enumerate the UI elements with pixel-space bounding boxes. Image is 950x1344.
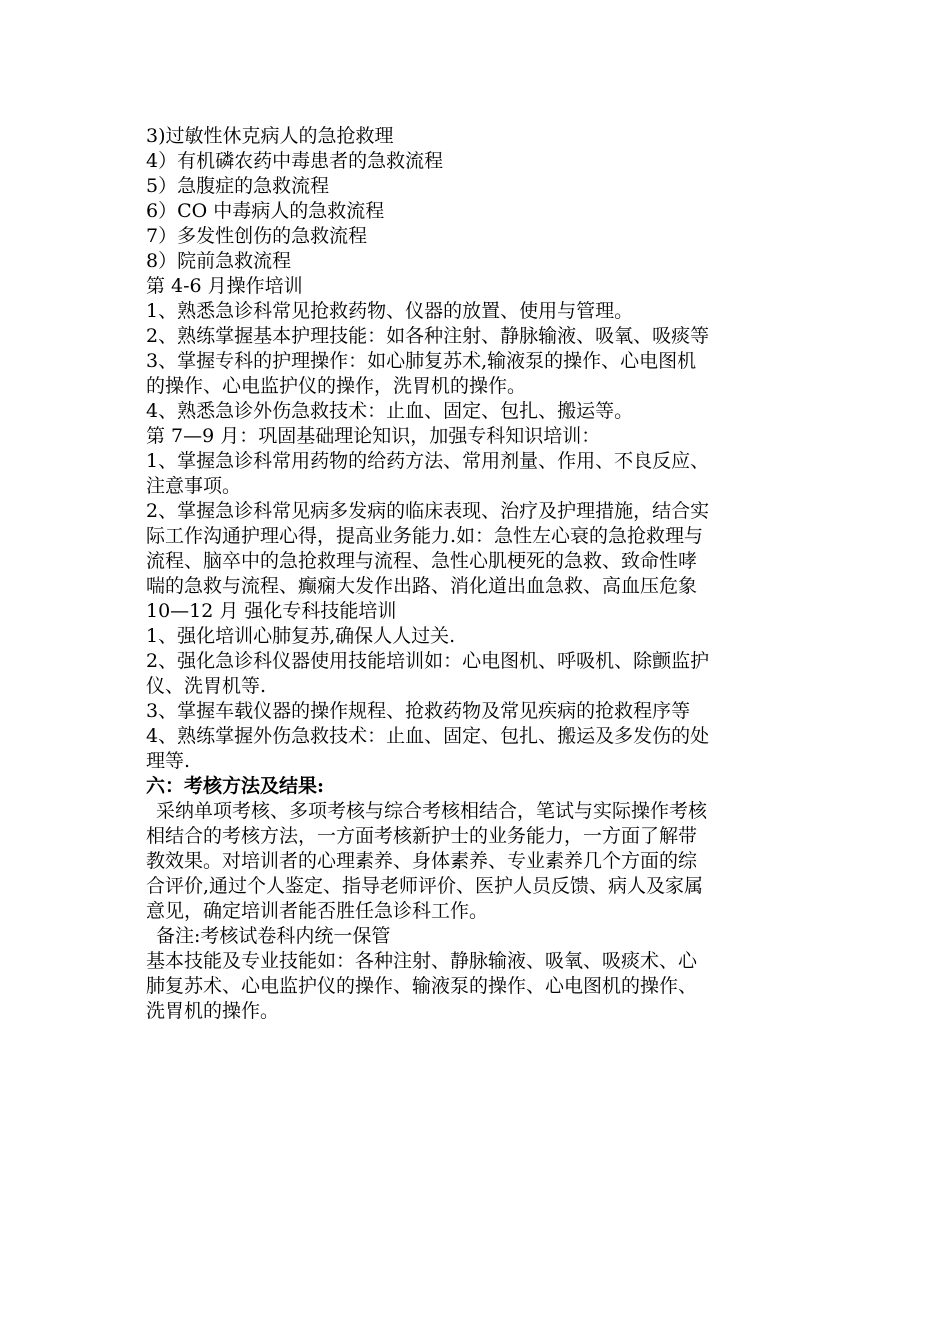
text-line: 5）急腹症的急救流程: [146, 175, 330, 197]
text-line: 流程、脑卒中的急抢救理与流程、急性心肌梗死的急救、致命性哮: [146, 550, 698, 572]
text-line: 际工作沟通护理心得，提高业务能力.如：急性左心衰的急抢救理与: [146, 525, 704, 547]
text-line: 洗胃机的操作。: [146, 1000, 280, 1022]
text-line: 4）有机磷农药中毒患者的急救流程: [146, 150, 444, 172]
text-line: 8）院前急救流程: [146, 250, 292, 272]
text-line: 的操作、心电监护仪的操作，洗胃机的操作。: [146, 375, 527, 397]
text-line: 3、掌握专科的护理操作：如心肺复苏术,输液泵的操作、心电图机: [146, 350, 697, 372]
text-line: 2、熟练掌握基本护理技能：如各种注射、静脉输液、吸氧、吸痰等: [146, 325, 710, 347]
text-line: 教效果。对培训者的心理素养、身体素养、专业素养几个方面的综: [146, 850, 698, 872]
section-title: 10—12 月 强化专科技能培训: [146, 600, 397, 622]
text-line: 3)过敏性休克病人的急抢救理: [146, 125, 394, 147]
text-line: 4、熟练掌握外伤急救技术：止血、固定、包扎、搬运及多发伤的处: [146, 725, 710, 747]
text-line: 意见，确定培训者能否胜任急诊科工作。: [146, 900, 489, 922]
text-line: 4、熟悉急诊外伤急救技术：止血、固定、包扎、搬运等。: [146, 400, 634, 422]
text-line: 备注:考核试卷科内统一保管: [156, 925, 391, 947]
text-line: 基本技能及专业技能如：各种注射、静脉输液、吸氧、吸痰术、心: [146, 950, 698, 972]
document-body: [146, 124, 816, 1024]
text-line: 注意事项。: [146, 475, 242, 497]
text-line: 7）多发性创伤的急救流程: [146, 225, 368, 247]
text-line: 理等.: [146, 750, 191, 772]
section-heading: 六：考核方法及结果:: [146, 775, 325, 797]
text-line: 相结合的考核方法，一方面考核新护士的业务能力，一方面了解带: [146, 825, 698, 847]
text-line: 1、熟悉急诊科常见抢救药物、仪器的放置、使用与管理。: [146, 300, 634, 322]
text-line: 1、掌握急诊科常用药物的给药方法、常用剂量、作用、不良反应、: [146, 450, 710, 472]
text-line: 肺复苏术、心电监护仪的操作、输液泵的操作、心电图机的操作、: [146, 975, 698, 997]
section-title: 第 7—9 月：巩固基础理论知识，加强专科知识培训：: [146, 425, 601, 447]
text-line: 合评价,通过个人鉴定、指导老师评价、医护人员反馈、病人及家属: [146, 875, 704, 897]
text-line: 1、强化培训心肺复苏,确保人人过关.: [146, 625, 456, 647]
text-line: 喘的急救与流程、癫痫大发作出路、消化道出血急救、高血压危象: [146, 575, 698, 597]
text-line: 2、掌握急诊科常见病多发病的临床表现、治疗及护理措施，结合实: [146, 500, 710, 522]
text-line: 3、掌握车载仪器的操作规程、抢救药物及常见疾病的抢救程序等: [146, 700, 691, 722]
text-line: 6）CO 中毒病人的急救流程: [146, 200, 385, 222]
section-title: 第 4-6 月操作培训: [146, 275, 303, 297]
text-line: 2、强化急诊科仪器使用技能培训如：心电图机、呼吸机、除颤监护: [146, 650, 710, 672]
text-line: 采纳单项考核、多项考核与综合考核相结合，笔试与实际操作考核: [156, 800, 708, 822]
text-line: 仪、洗胃机等.: [146, 675, 267, 697]
